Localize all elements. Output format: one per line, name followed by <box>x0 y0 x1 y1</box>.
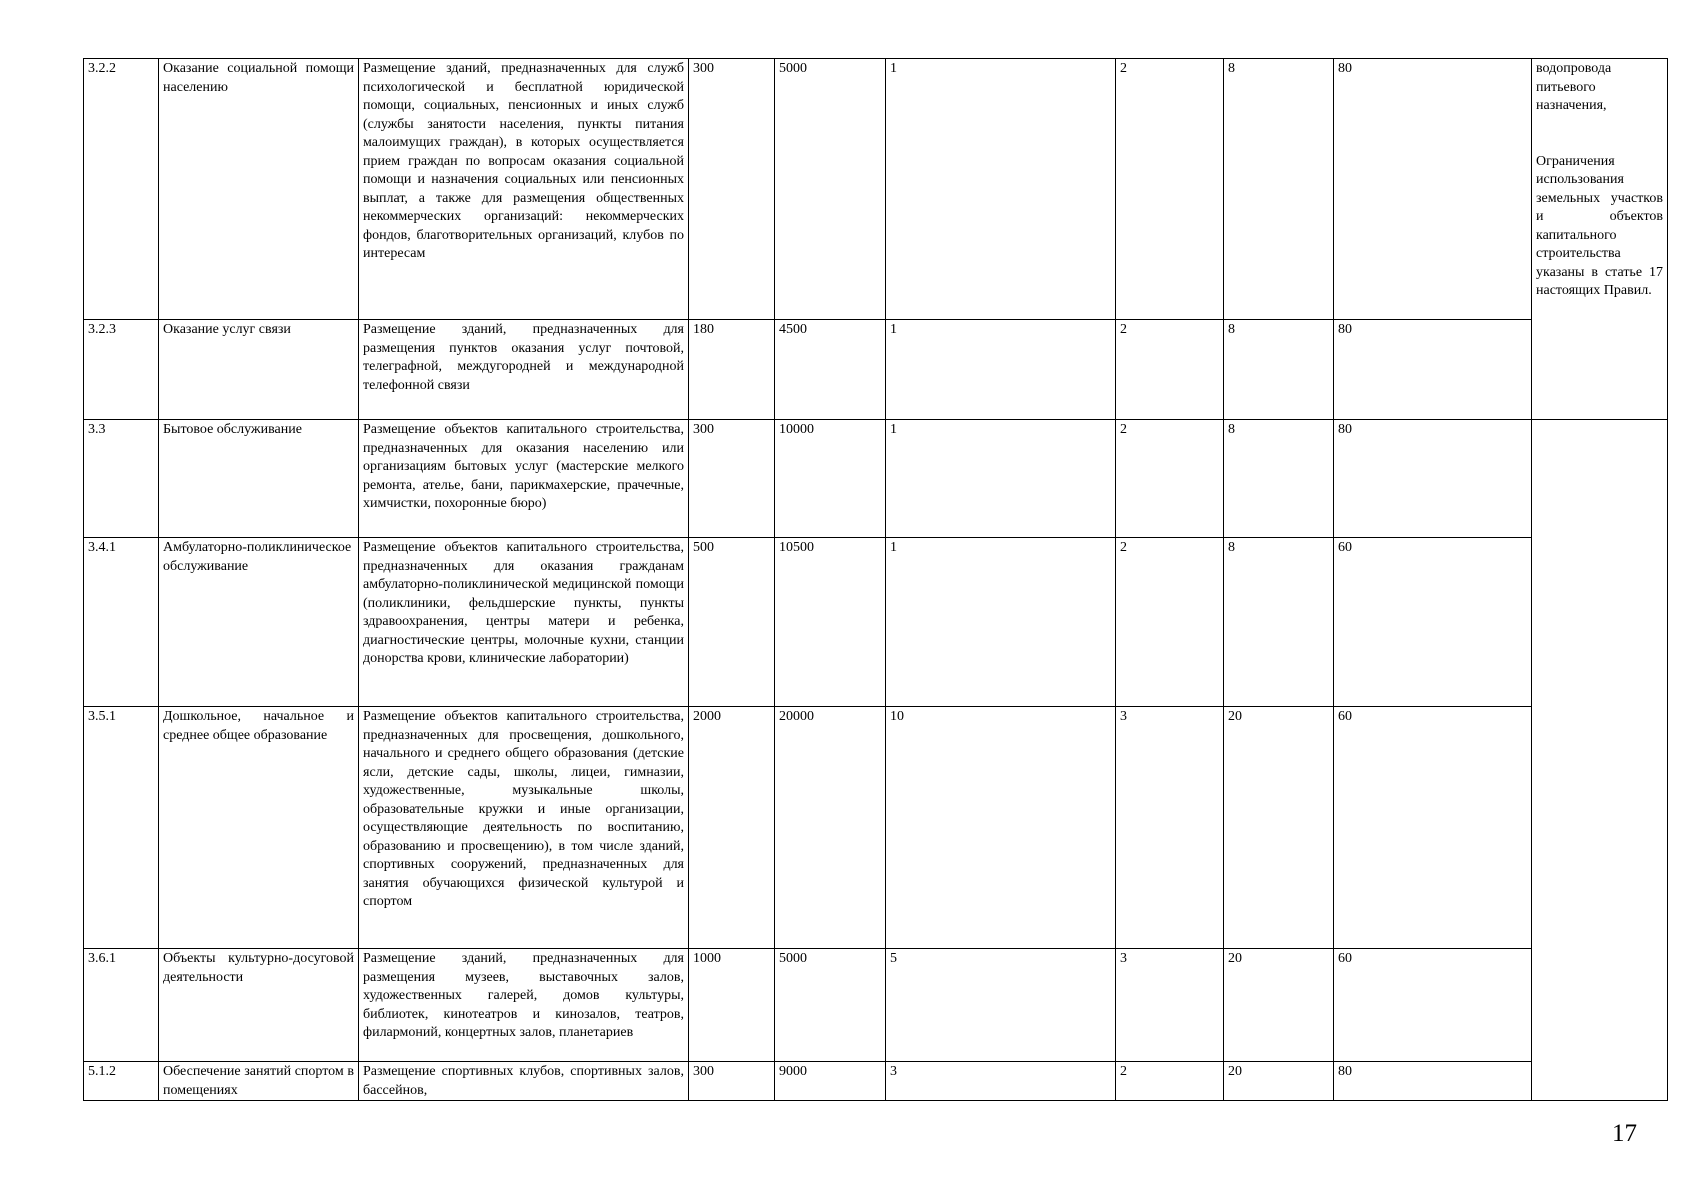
regulations-table <box>83 58 1668 1101</box>
value-cell: 1 <box>886 320 1116 420</box>
value-cell: 2 <box>1116 320 1224 420</box>
use-name-cell: Дошкольное, начальное и среднее общее образование <box>159 707 359 949</box>
value-cell: 8 <box>1224 320 1334 420</box>
value-cell: 5000 <box>775 59 886 320</box>
value-cell: 8 <box>1224 59 1334 320</box>
value-cell: 2 <box>1116 538 1224 707</box>
value-cell: 1000 <box>689 949 775 1062</box>
value-cell: 80 <box>1334 420 1532 538</box>
use-name-cell: Обеспечение занятий спортом в помещениях <box>159 1062 359 1101</box>
value-cell: 1 <box>886 420 1116 538</box>
description-cell: Размещение объектов капитального строительства, предназначенных для оказания гражданам амбулаторно-поликлинической медицинской помощи (поликлиники, фельдшерские пункты, пункты здравоохранения, центры матери и ребенка, диагностические центры, молочные кухни, станции донорства крови, клинические лаборатории) <box>359 538 689 707</box>
code-cell: 3.4.1 <box>84 538 159 707</box>
value-cell: 5000 <box>775 949 886 1062</box>
value-cell: 60 <box>1334 538 1532 707</box>
use-name-cell: Объекты культурно-досуговой деятельности <box>159 949 359 1062</box>
use-name-cell: Бытовое обслуживание <box>159 420 359 538</box>
value-cell: 9000 <box>775 1062 886 1101</box>
value-cell: 10 <box>886 707 1116 949</box>
note-line-2: Ограничения использования земельных участков и объектов капитального строительства указаны в статье 17 настоящих Правил. <box>1536 153 1663 298</box>
value-cell: 1 <box>886 59 1116 320</box>
note-line-1: водопровода питьевого назначения, <box>1536 61 1612 113</box>
page-number: 17 <box>1612 1120 1637 1147</box>
value-cell: 60 <box>1334 707 1532 949</box>
value-cell: 20 <box>1224 1062 1334 1101</box>
description-cell: Размещение зданий, предназначенных для размещения музеев, выставочных залов, художественных галерей, домов культуры, библиотек, кинотеатров и кинозалов, театров, филармоний, концертных залов, планетариев <box>359 949 689 1062</box>
value-cell: 20 <box>1224 949 1334 1062</box>
code-cell: 3.5.1 <box>84 707 159 949</box>
code-cell: 3.2.2 <box>84 59 159 320</box>
value-cell: 8 <box>1224 420 1334 538</box>
value-cell: 300 <box>689 420 775 538</box>
value-cell: 1 <box>886 538 1116 707</box>
code-cell: 3.6.1 <box>84 949 159 1062</box>
code-cell: 3.2.3 <box>84 320 159 420</box>
value-cell: 5 <box>886 949 1116 1062</box>
code-cell: 3.3 <box>84 420 159 538</box>
value-cell: 20000 <box>775 707 886 949</box>
description-cell: Размещение зданий, предназначенных для служб психологической и бесплатной юридической помощи, социальных, пенсионных и иных служб (службы занятости населения, пункты питания малоимущих граждан), в которых осуществляется прием граждан по вопросам оказания социальной помощи и назначения социальных или пенсионных выплат, а также для размещения общественных некоммерческих организаций: некоммерческих фондов, благотворительных организаций, клубов по интересам <box>359 59 689 320</box>
restrictions-note-cell <box>1532 59 1668 420</box>
code-cell: 5.1.2 <box>84 1062 159 1101</box>
value-cell: 80 <box>1334 59 1532 320</box>
table-row <box>84 949 1668 1062</box>
value-cell: 80 <box>1334 320 1532 420</box>
value-cell: 2 <box>1116 1062 1224 1101</box>
empty-cell <box>1532 420 1668 1101</box>
value-cell: 3 <box>1116 949 1224 1062</box>
description-cell: Размещение объектов капитального строительства, предназначенных для просвещения, дошкольного, начального и среднего общего образования (детские ясли, детские сады, школы, лицеи, гимназии, художественные, музыкальные школы, образовательные кружки и иные организации, осуществляющие деятельность по воспитанию, образованию и просвещению), в том числе зданий, спортивных сооружений, предназначенных для занятия обучающихся физической культурой и спортом <box>359 707 689 949</box>
table-row <box>84 59 1668 320</box>
value-cell: 10000 <box>775 420 886 538</box>
value-cell: 8 <box>1224 538 1334 707</box>
value-cell: 20 <box>1224 707 1334 949</box>
value-cell: 180 <box>689 320 775 420</box>
value-cell: 2 <box>1116 420 1224 538</box>
table-row <box>84 707 1668 949</box>
value-cell: 3 <box>1116 707 1224 949</box>
description-cell: Размещение зданий, предназначенных для размещения пунктов оказания услуг почтовой, телеграфной, междугородней и международной телефонной связи <box>359 320 689 420</box>
use-name-cell: Амбулаторно-поликлиническое обслуживание <box>159 538 359 707</box>
description-cell: Размещение объектов капитального строительства, предназначенных для оказания населению или организациям бытовых услуг (мастерские мелкого ремонта, ателье, бани, парикмахерские, прачечные, химчистки, похоронные бюро) <box>359 420 689 538</box>
use-name-cell: Оказание услуг связи <box>159 320 359 420</box>
value-cell: 4500 <box>775 320 886 420</box>
value-cell: 60 <box>1334 949 1532 1062</box>
value-cell: 300 <box>689 59 775 320</box>
value-cell: 300 <box>689 1062 775 1101</box>
table-row <box>84 538 1668 707</box>
value-cell: 80 <box>1334 1062 1532 1101</box>
description-cell: Размещение спортивных клубов, спортивных залов, бассейнов, <box>359 1062 689 1101</box>
value-cell: 2000 <box>689 707 775 949</box>
value-cell: 2 <box>1116 59 1224 320</box>
table-row <box>84 420 1668 538</box>
value-cell: 500 <box>689 538 775 707</box>
table-row <box>84 1062 1668 1101</box>
value-cell: 3 <box>886 1062 1116 1101</box>
use-name-cell: Оказание социальной помощи населению <box>159 59 359 320</box>
value-cell: 10500 <box>775 538 886 707</box>
table-row <box>84 320 1668 420</box>
